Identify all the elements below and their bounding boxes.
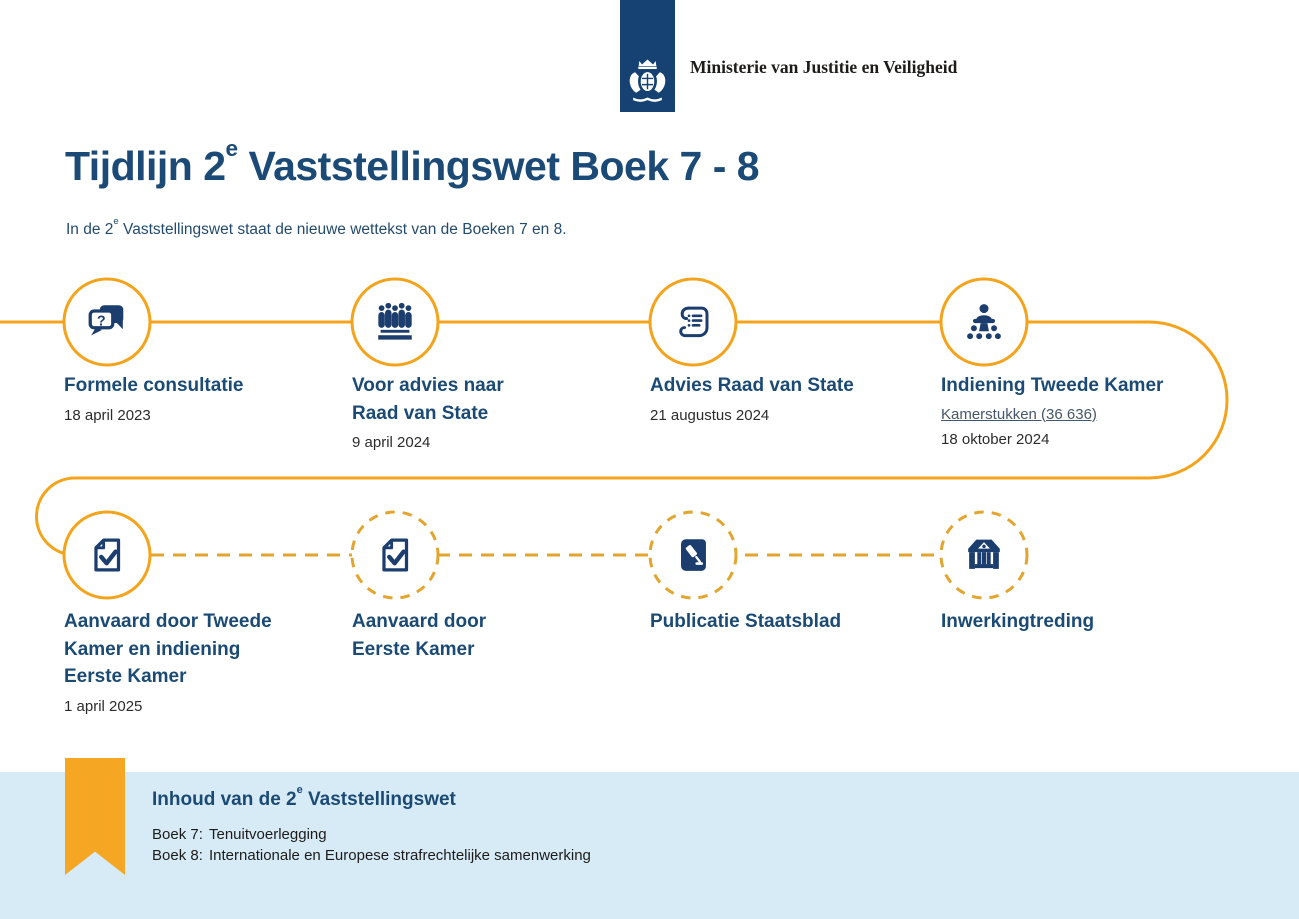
boek-item [152, 846, 591, 867]
timeline-step [650, 608, 950, 636]
footer-band [0, 772, 1299, 919]
kamerstukken-link[interactable]: Kamerstukken (36 636) [941, 405, 1097, 423]
page-subtitle: In de 2e Vaststellingswet staat de nieuwe wettekst van de Boeken 7 en 8. [66, 216, 567, 238]
step-title: Advies Raad van State [650, 375, 854, 396]
boek-label: Boek 7: [152, 826, 203, 843]
scroll-icon [670, 299, 716, 345]
step-title: Eerste Kamer [352, 638, 475, 660]
step-title: Voor advies naar [352, 375, 504, 396]
step-date: 9 april 2024 [352, 434, 431, 451]
book-gavel-icon [670, 532, 716, 578]
timeline-step [352, 372, 652, 451]
boek-label: Boek 8: [152, 846, 203, 864]
government-building-icon [961, 532, 1007, 578]
boek-text: Tenuitvoerlegging [209, 826, 327, 843]
svg-text:?: ? [96, 313, 106, 330]
boek-item [152, 825, 591, 846]
timeline-step [941, 372, 1241, 448]
step-title: Kamer en indiening [64, 638, 241, 660]
step-title: Aanvaard door Tweede [64, 611, 272, 632]
bookmark-ribbon-icon [65, 758, 125, 875]
timeline-step [64, 608, 364, 715]
step-title: Formele consultatie [64, 375, 244, 396]
step-title: Inwerkingtreding [941, 611, 1095, 632]
step-title: Eerste Kamer [64, 666, 187, 687]
step-date: 1 april 2025 [64, 697, 143, 715]
step-title: Aanvaard door [352, 611, 487, 632]
boek-list [152, 825, 591, 866]
step-date: 18 oktober 2024 [941, 430, 1050, 448]
step-title: Publicatie Staatsblad [650, 611, 842, 632]
step-date: 18 april 2023 [64, 406, 151, 424]
timeline-step [941, 608, 1241, 636]
document-check-icon [84, 532, 130, 578]
step-date: 21 augustus 2024 [650, 406, 770, 424]
boek-text: Internationale en Europese strafrechtelijke samenwerking [209, 846, 591, 864]
ministry-name: Ministerie van Justitie en Veiligheid [690, 57, 958, 77]
people-group-icon [372, 299, 418, 345]
speech-bubbles-question-icon [84, 299, 130, 345]
footer-heading: Inhoud van de 2e Vaststellingswet [152, 784, 456, 810]
timeline-step [650, 372, 950, 424]
page-title: Tijdlijn 2e Vaststellingswet Boek 7 - 8 [65, 135, 760, 189]
step-title: Indiening Tweede Kamer [941, 375, 1164, 396]
timeline-step [352, 608, 652, 663]
document-check-icon [372, 532, 418, 578]
timeline-step [64, 372, 364, 424]
speaker-lectern-icon [961, 299, 1007, 345]
step-title: Raad van State [352, 402, 489, 424]
